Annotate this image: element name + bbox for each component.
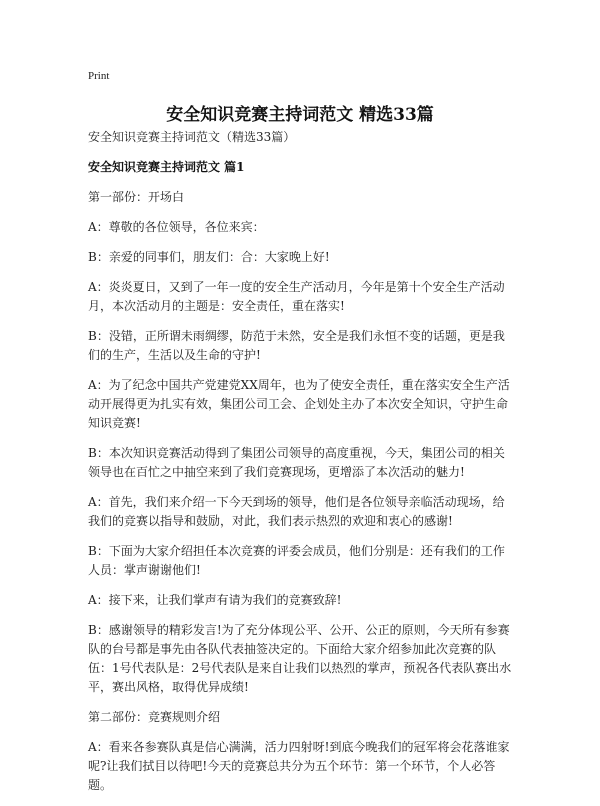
body-paragraph: 安全知识竞赛主持词范文（精选33篇） bbox=[88, 130, 296, 144]
body-paragraph: 第一部份：开场白 bbox=[88, 190, 185, 204]
body-paragraph: A：接下来，让我们掌声有请为我们的竞赛致辞! bbox=[88, 593, 342, 607]
body-paragraph: A：首先，我们来介绍一下今天到场的领导，他们是各位领导亲临活动现场，给我们的竞赛以指导和鼓励，对此，我们表示热烈的欢迎和衷心的感谢! bbox=[88, 495, 505, 528]
document-body bbox=[88, 128, 516, 806]
document-title: 安全知识竞赛主持词范文 精选33篇 bbox=[166, 105, 434, 125]
section-heading: 安全知识竞赛主持词范文 篇1 bbox=[88, 160, 245, 174]
body-paragraph: A：为了纪念中国共产党建党XX周年，也为了使安全责任，重在落实安全生产活动开展得更为扎实有效，集团公司工会、企划处主办了本次安全知识，守护生命知识竞赛! bbox=[88, 378, 510, 430]
body-paragraph: A：看来各参赛队真是信心满满，活力四射呀!到底今晚我们的冠军将会花落谁家呢?让我们拭目以待吧!今天的竞赛总共分为五个环节：第一个环节，个人必答题。 bbox=[88, 740, 510, 792]
body-paragraph: A：炎炎夏日，又到了一年一度的安全生产活动月，今年是第十个安全生产活动月，本次活动月的主题是：安全责任，重在落实! bbox=[88, 280, 505, 313]
body-paragraph: B：亲爱的同事们，朋友们：合：大家晚上好! bbox=[88, 250, 330, 264]
body-paragraph: B：感谢领导的精彩发言!为了充分体现公平、公开、公正的原则，今天所有参赛队的台号都是事先由各队代表抽签决定的。下面给大家介绍参加此次竞赛的队伍：1号代表队是：2号代表队是来自让我们以热烈的掌声，预祝各代表队赛出水平，赛出风格，取得优异成绩! bbox=[88, 623, 512, 694]
body-paragraph: B：本次知识竞赛活动得到了集团公司领导的高度重视，今天，集团公司的相关领导也在百忙之中抽空来到了我们竞赛现场，更增添了本次活动的魅力! bbox=[88, 446, 505, 479]
body-paragraph: B：下面为大家介绍担任本次竞赛的评委会成员，他们分别是：还有我们的工作人员：掌声谢谢他们! bbox=[88, 544, 505, 577]
body-paragraph: A：尊敬的各位领导，各位来宾： bbox=[88, 220, 265, 234]
body-paragraph: B：没错，正所谓未雨绸缪，防范于未然，安全是我们永恒不变的话题，更是我们的生产，生活以及生命的守护! bbox=[88, 329, 505, 362]
print-label: Print bbox=[88, 70, 110, 82]
body-paragraph: 第二部份：竞赛规则介绍 bbox=[88, 710, 221, 724]
